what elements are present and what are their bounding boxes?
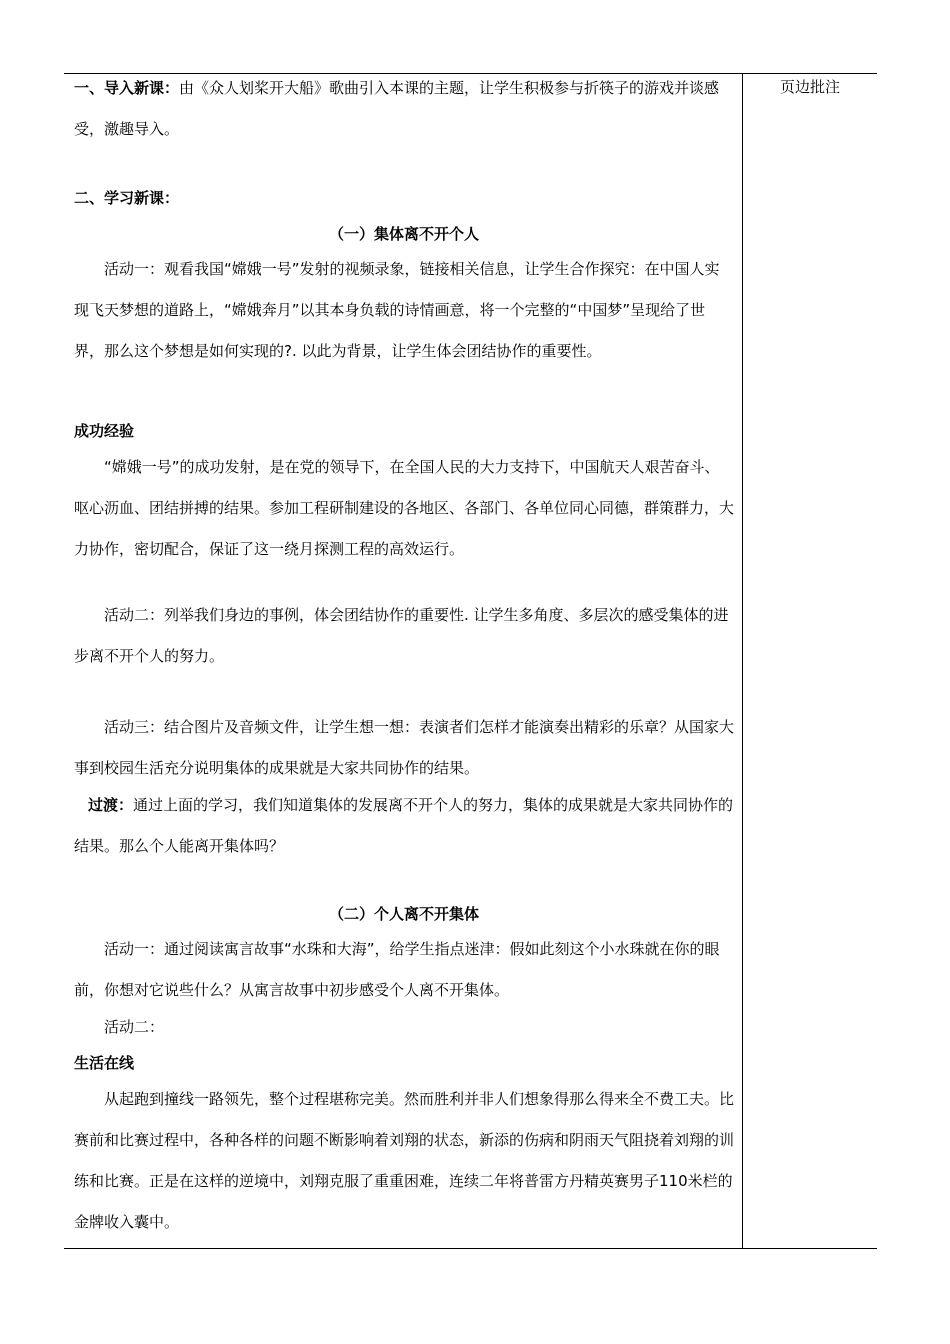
intro-text: 由《众人划桨开大船》歌曲引入本课的主题，让学生积极参与折筷子的游戏并谈感受，激趣导入。 bbox=[74, 79, 720, 138]
part1-activity1: 活动一：观看我国“嫦娥一号”发射的视频录象，链接相关信息，让学生合作探究：在中国人实现飞天梦想的道路上，“嫦娥奔月”以其本身负载的诗情画意，将一个完整的“中国梦”呈现给了世界，那么这个梦想是如何实现的?. 以此为背景，让学生体会团结协作的重要性。 bbox=[74, 260, 720, 360]
intro-paragraph bbox=[74, 68, 734, 150]
part1-activity3: 活动三：结合图片及音频文件，让学生想一想：表演者们怎样才能演奏出精彩的乐章？从国家大事到校园生活充分说明集体的成果就是大家共同协作的结果。 bbox=[74, 718, 735, 777]
life-label: 生活在线 bbox=[74, 1054, 135, 1072]
part2-activity2: 活动二： bbox=[104, 1018, 165, 1036]
transition-text: 通过上面的学习，我们知道集体的发展离不开个人的努力，集体的成果就是大家共同协作的结果。那么个人能离开集体吗？ bbox=[74, 796, 734, 855]
column-divider bbox=[742, 73, 743, 1249]
success-text: “嫦娥一号”的成功发射，是在党的领导下，在全国人民的大力支持下，中国航天人艰苦奋斗、呕心沥血、团结拼搏的结果。参加工程研制建设的各地区、各部门、各单位同心同德，群策群力，大力协作，密切配合，保证了这一绕月探测工程的高效运行。 bbox=[74, 458, 735, 558]
part1-activity2: 活动二：列举我们身边的事例，体会团结协作的重要性. 让学生多角度、多层次的感受集体的进步离不开个人的努力。 bbox=[74, 606, 729, 665]
transition-label: 过渡： bbox=[88, 796, 134, 814]
part2-activity1: 活动一：通过阅读寓言故事“水珠和大海”，给学生指点迷津：假如此刻这个小水珠就在你的眼前，你想对它说些什么？从寓言故事中初步感受个人离不开集体。 bbox=[74, 940, 720, 999]
lesson-plan-table bbox=[64, 73, 877, 1249]
transition-paragraph bbox=[74, 785, 734, 867]
section2-label: 二、学习新课： bbox=[74, 189, 180, 207]
part1-heading: （一）集体离不开个人 bbox=[328, 225, 479, 243]
life-text: 从起跑到撞线一路领先，整个过程堪称完美。然而胜利并非人们想象得那么得来全不费工夫。比赛前和比赛过程中，各种各样的问题不断影响着刘翔的状态，新添的伤病和阴雨天气阻挠着刘翔的训练和比赛。正是在这样的逆境中，刘翔克服了重重困难，连续二年将普雷方丹精英赛男子110米栏的金牌收入囊中。 bbox=[74, 1090, 735, 1231]
table-bottom-border bbox=[64, 1248, 877, 1249]
margin-notes-title: 页边批注 bbox=[779, 78, 840, 96]
part2-heading: （二）个人离不开集体 bbox=[328, 905, 479, 923]
success-label: 成功经验 bbox=[74, 422, 135, 440]
intro-label: 一、导入新课： bbox=[74, 79, 180, 97]
